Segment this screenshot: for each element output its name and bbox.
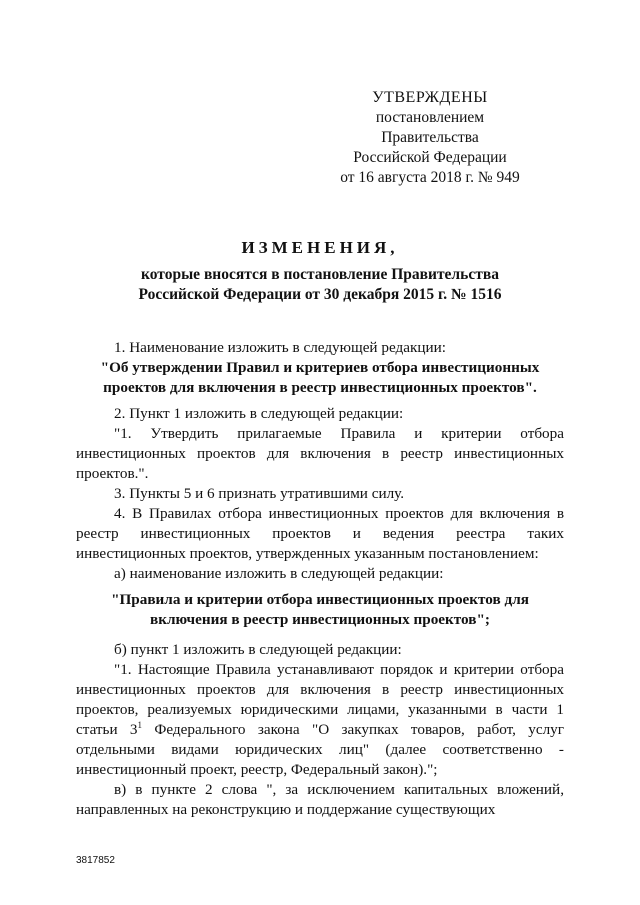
paragraph-2-quote: "1. Утвердить прилагаемые Правила и критерии отбора инвестиционных проектов для включения в реестр инвестиционных проектов.". (76, 425, 564, 482)
paragraph-4b-quote-part-2: Федерального закона "О закупках товаров, работ, услуг отдельными видами юридических лиц" (далее соответственно - инвестиционный проект, реестр, Федеральный закон)."; (76, 721, 564, 778)
paragraph-1: 1. Наименование изложить в следующей редакции: (114, 339, 446, 356)
paragraph-4b-quote-part-1: "1. Настоящие Правила устанавливают порядок и критерии отбора инвестиционных проектов для включения в реестр инвестиционных проектов, реализуемых юридическими лицами, указанными в части 1 статьи 3 (76, 661, 564, 738)
paragraph-4c: в) в пункте 2 слова ", за исключением капитальных вложений, направленных на реконструкцию и поддержание существующих (76, 781, 564, 818)
approval-line-2: Российской Федерации (353, 149, 507, 166)
document-heading: ИЗМЕНЕНИЯ, (241, 238, 399, 257)
paragraph-4b: б) пункт 1 изложить в следующей редакции: (114, 641, 402, 658)
paragraph-2: 2. Пункт 1 изложить в следующей редакции: (114, 405, 404, 422)
approval-block (330, 88, 530, 188)
subheading-line-1: которые вносятся в постановление Правительства (141, 266, 499, 283)
paragraph-4b-quote (76, 660, 564, 780)
paragraph-4a: а) наименование изложить в следующей редакции: (114, 565, 444, 582)
document-number: 3817852 (76, 855, 115, 866)
quote-1: "Об утверждении Правил и критериев отбора инвестиционных проектов для включения в реестр инвестиционных проектов". (100, 359, 540, 396)
document-body (76, 338, 564, 820)
document-subheading (0, 265, 640, 305)
quote-2: "Правила и критерии отбора инвестиционных проектов для включения в реестр инвестиционных проектов"; (111, 591, 529, 628)
approval-line-3: от 16 августа 2018 г. № 949 (340, 169, 520, 186)
approval-line-1: постановлением Правительства (375, 109, 485, 146)
approval-title: УТВЕРЖДЕНЫ (372, 89, 488, 106)
paragraph-3: 3. Пункты 5 и 6 признать утратившими силу. (114, 485, 405, 502)
subheading-line-2: Российской Федерации от 30 декабря 2015 г. № 1516 (138, 286, 502, 303)
paragraph-4: 4. В Правилах отбора инвестиционных проектов для включения в реестр инвестиционных проектов и ведения реестра таких инвестиционных проектов, утвержденных указанным постановлением: (76, 505, 564, 562)
superscript: 1 (137, 719, 143, 730)
